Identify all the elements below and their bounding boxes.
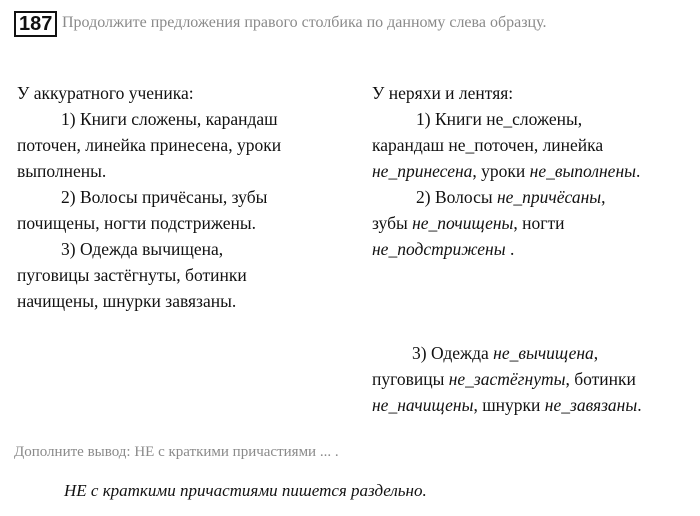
filled-answer: не_застёгнуты [448,369,566,389]
filled-answer: не_почищены [412,213,514,233]
text-fragment: пуговицы [372,369,449,389]
left-line: 3) Одежда вычищена, [61,239,224,259]
right-heading: У неряхи и лентяя: [372,83,514,103]
text-fragment: зубы [372,213,413,233]
left-line: 2) Волосы причёсаны, зубы [61,187,268,207]
right-line [372,210,692,236]
left-column [17,80,347,314]
left-line: выполнены. [17,161,107,181]
text-fragment: 2) Волосы [416,187,497,207]
right-column [372,80,692,418]
right-line [372,158,692,184]
text-fragment: , [601,187,606,207]
text-fragment: , шнурки [473,395,545,415]
filled-answer: не_завязаны [544,395,638,415]
spacer [372,262,692,340]
text-fragment: , уроки [472,161,530,181]
left-line: начищены, шнурки завязаны. [17,291,237,311]
right-line: 1) Книги не_сложены, [416,109,583,129]
left-line: пуговицы застёгнуты, ботинки [17,265,247,285]
left-line: поточен, линейка принесена, уроки [17,135,282,155]
filled-answer: не_вычищена [493,343,594,363]
exercise-number: 187 [14,11,57,37]
left-line: 1) Книги сложены, карандаш [61,109,278,129]
conclusion-prompt: Дополните вывод: НЕ с краткими причастиями ... . [14,444,339,460]
text-fragment: , ногти [513,213,565,233]
right-line [372,340,692,366]
text-fragment: 3) Одежда [412,343,494,363]
right-line [372,236,692,262]
conclusion-answer: НЕ с краткими причастиями пишется раздельно. [64,481,427,500]
left-line: почищены, ногти подстрижены. [17,213,257,233]
filled-answer: не_начищены [372,395,474,415]
text-fragment: . [635,161,641,181]
text-fragment: , ботинки [565,369,636,389]
right-line [372,184,692,210]
right-line: карандаш не_поточен, линейка [372,135,604,155]
filled-answer: не_причёсаны [496,187,602,207]
exercise-instruction: Продолжите предложения правого столбика по данному слева образцу. [62,14,547,31]
filled-answer: не_выполнены [529,161,636,181]
filled-answer: не_принесена [372,161,473,181]
text-fragment: , [593,343,599,363]
text-fragment: . [637,395,642,415]
left-heading: У аккуратного ученика: [17,83,194,103]
right-line [372,366,692,392]
filled-answer: не_подстрижены [372,239,506,259]
right-line [372,392,692,418]
text-fragment: . [505,239,515,259]
